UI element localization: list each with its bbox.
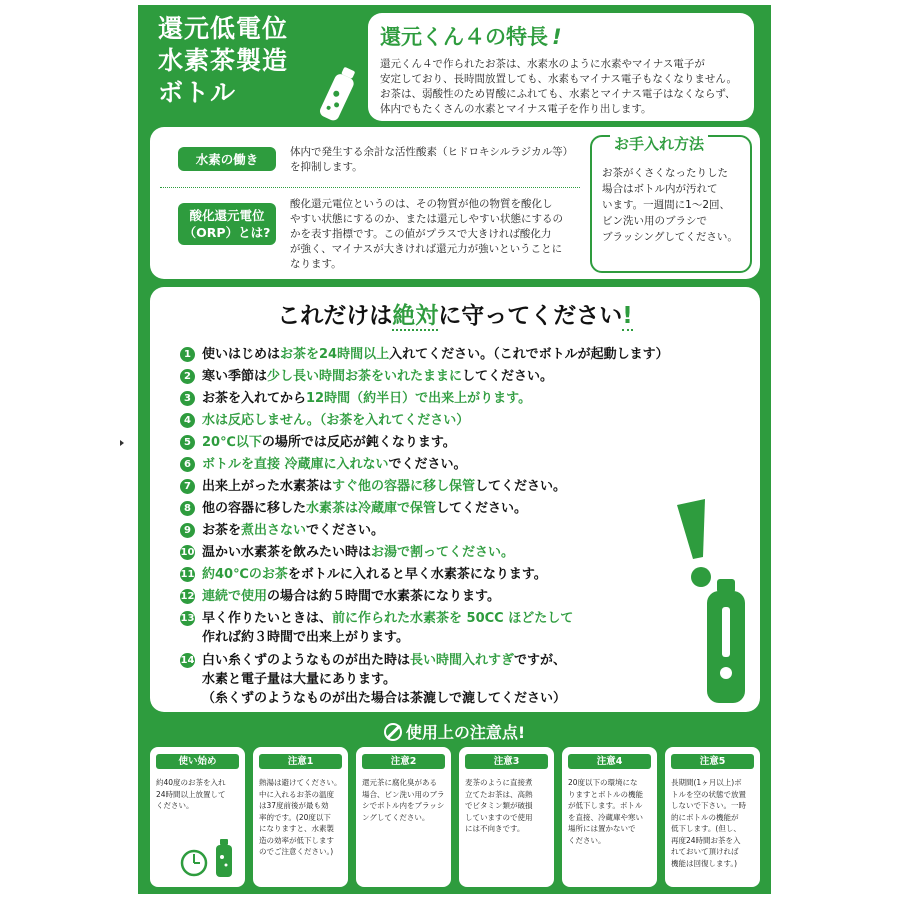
caution-card-line: 場合、ビン洗い用のブラ — [362, 789, 445, 799]
rule-segment: してください。 — [475, 479, 567, 494]
title-line: 還元低電位 — [158, 14, 289, 43]
rule-number-badge: 3 — [180, 391, 195, 406]
rule-line: （糸くずのようなものが出た場合は茶漉しで漉してください） — [202, 691, 567, 706]
rule-segment: 他の容器に移した — [202, 501, 307, 516]
rule-segment: 出来上がった水素茶は — [202, 479, 333, 494]
rule-segment: 入れてください。（これでボトルが起動します） — [389, 347, 669, 362]
exclamation-bottle-icon — [665, 497, 760, 707]
rule-line — [202, 521, 384, 540]
caution-card-4 — [562, 747, 657, 887]
orp-label-line: （ORP）とは? — [183, 225, 271, 240]
caution-card-3 — [459, 747, 554, 887]
caution-card-title: 注意2 — [362, 754, 445, 769]
rule-text — [202, 345, 669, 364]
divider — [160, 187, 580, 188]
rule-line — [202, 587, 500, 606]
title-line: 水素茶製造 — [158, 46, 289, 75]
features-title — [380, 21, 562, 51]
rules-title-exclaim: ! — [622, 303, 633, 329]
rule-number-badge: 7 — [180, 479, 195, 494]
caution-card-line: 長期間(1ヶ月以上)ボ — [671, 778, 742, 787]
rule-number-badge: 4 — [180, 413, 195, 428]
caution-card-line: 立てたお茶は、高熱 — [465, 789, 533, 799]
rule-text — [202, 565, 547, 584]
title-line: ボトル — [158, 78, 237, 107]
rule-number-badge: 13 — [180, 613, 195, 624]
orp-line: 酸化還元電位というのは、その物質が他の物質を酸化し — [290, 198, 553, 210]
rule-number-badge: 10 — [180, 547, 195, 558]
caution-card-line: れておいて頂ければ — [671, 847, 739, 856]
caution-card-line: のでご注意ください。) — [259, 847, 334, 856]
caution-card-line: 中に入れるお茶の温度 — [259, 789, 334, 799]
hydrogen-line: 体内で発生する余計な活性酸素（ヒドロキシルラジカル等） — [290, 146, 574, 158]
caution-card-title: 注意1 — [259, 754, 342, 769]
caution-card-line: 低下します。(但し、 — [671, 824, 741, 833]
rule-emphasis: 水素茶は冷蔵庫で保管 — [306, 501, 437, 516]
rule-text — [202, 411, 469, 430]
caution-card-line: 再度24時間お茶を入 — [671, 835, 741, 845]
rule-text — [202, 651, 566, 708]
rule-line — [202, 477, 566, 496]
leaflet-sheet — [138, 5, 771, 894]
caution-card-line: していますので使用 — [465, 812, 533, 822]
rule-segment: をボトルに入れると早く水素茶になります。 — [287, 567, 547, 582]
rule-line — [202, 345, 669, 364]
caution-card-line: になりますと、水素製 — [259, 824, 334, 833]
orp-line: かを表す指標です。この値がプラスで大きければ酸化力 — [290, 228, 552, 240]
rule-emphasis: 少し長い時間お茶をいれたままに — [267, 369, 463, 384]
rule-number-badge: 8 — [180, 501, 195, 516]
caution-card-text — [465, 777, 551, 835]
caution-card-title: 使い始め — [156, 754, 239, 769]
rule-line: 水素と電子量は大量にあります。 — [202, 672, 396, 687]
caution-card-line: でビタミン類が破損 — [465, 801, 533, 810]
caution-card-line: ください。 — [156, 801, 194, 810]
rule-line — [202, 367, 553, 386]
rule-line: 作れば約３時間で出来上がります。 — [202, 630, 409, 645]
features-line: お茶は、弱酸性のため胃酸にふれても、水素とマイナス電子はなくならず、 — [380, 88, 736, 100]
rule-emphasis: 煮出さない — [241, 523, 307, 538]
caution-card-title: 注意4 — [568, 754, 651, 769]
caution-card-line: トルを空の状態で放置 — [671, 789, 746, 799]
hydrogen-label: 水素の働き — [178, 147, 276, 171]
caution-heading-text: 使用上の注意点! — [405, 723, 526, 742]
rule-text — [202, 433, 456, 452]
orp-label — [178, 203, 276, 245]
care-panel — [590, 135, 752, 273]
rule-text — [202, 521, 384, 540]
caution-heading — [138, 720, 771, 743]
caution-card-line: が低下します。ボトル — [568, 801, 643, 810]
rule-emphasis: ボトルを直接 冷蔵庫に入れない — [202, 457, 389, 472]
prohibited-icon — [384, 723, 402, 741]
caution-card-line: シでボトル内をブラッシ — [362, 801, 445, 810]
rule-number-badge: 2 — [180, 369, 195, 384]
rule-line — [202, 411, 469, 430]
caution-card-line: 24時間以上放置して — [156, 789, 226, 799]
caution-card-text — [568, 777, 654, 846]
orp-line: やすい状態にするのか、または還元しやすい状態にするの — [290, 213, 563, 225]
rule-text — [202, 367, 553, 386]
features-exclaim: ! — [552, 25, 562, 49]
care-title: お手入れ方法 — [610, 133, 708, 154]
caution-card-title: 注意5 — [671, 754, 754, 769]
caution-card-start — [150, 747, 245, 887]
rule-line — [202, 389, 531, 408]
rule-number-badge: 14 — [180, 655, 195, 666]
rule-line — [202, 543, 514, 562]
caution-card-text — [156, 777, 242, 812]
rule-number-badge: 5 — [180, 435, 195, 450]
rules-panel — [150, 287, 760, 712]
orp-label-line: 酸化還元電位 — [189, 208, 265, 223]
info-panel — [150, 127, 760, 279]
rule-emphasis: 前に作られた水素茶を 50CC ほどたして — [332, 611, 574, 626]
orp-line: なります。 — [290, 258, 342, 270]
caution-card-line: りますとボトルの機能 — [568, 789, 643, 799]
rule-text — [202, 455, 467, 474]
rule-emphasis: 約40℃のお茶 — [202, 567, 288, 582]
rule-segment: 早く作りたいときは、 — [202, 611, 333, 626]
caution-card-line: ください。 — [568, 835, 606, 845]
caution-card-2 — [356, 747, 451, 887]
caution-card-text — [362, 777, 448, 823]
care-line: ブラッシングしてください。 — [602, 231, 738, 243]
rule-text — [202, 609, 573, 647]
rule-emphasis: お茶を24時間以上 — [280, 347, 390, 362]
rule-emphasis: 長い時間入れすぎ — [410, 653, 515, 668]
caution-card-line: 約40度のお茶を入れ — [156, 778, 226, 787]
rule-text — [202, 477, 566, 496]
rule-emphasis: 連続で使用 — [202, 589, 268, 604]
features-line: 体内でもたくさんの水素とマイナス電子を作り出します。 — [380, 103, 652, 115]
rules-title-emphasis: 絶対 — [392, 303, 439, 329]
features-line: 還元くん４で作られたお茶は、水素水のように水素やマイナス電子が — [380, 58, 705, 70]
caution-card-line: 造の効率が低下します — [259, 835, 334, 845]
rule-text — [202, 543, 514, 562]
rule-segment: 寒い季節は — [202, 369, 268, 384]
rule-text — [202, 587, 500, 606]
rule-number-badge: 1 — [180, 347, 195, 362]
bottle-illustration-icon — [316, 65, 362, 125]
features-title-text: 還元くん４の特長 — [380, 25, 548, 49]
rule-emphasis: すぐ他の容器に移し保管 — [332, 479, 476, 494]
rules-title-post: に守ってください — [438, 303, 623, 329]
caution-card-line: しないで下さい。一時 — [671, 801, 746, 810]
care-line: います。一週間に1〜2回、 — [602, 199, 731, 211]
rule-emphasis: お湯で割ってください。 — [371, 545, 515, 560]
caution-card-line: には不向きです。 — [465, 824, 525, 833]
caution-card-line: 麦茶のように直接煮 — [465, 778, 533, 787]
rule-emphasis: 20℃以下 — [202, 435, 262, 450]
rule-segment: お茶を入れてから — [202, 391, 307, 406]
rule-segment: でください。 — [306, 523, 385, 538]
rule-number-badge: 11 — [180, 569, 195, 580]
features-line: 安定しており、長時間放置しても、水素もマイナス電子もなくなりません。 — [380, 73, 737, 85]
rule-segment: 温かい水素茶を飲みたい時は — [202, 545, 372, 560]
rule-line — [202, 499, 527, 518]
rule-segment: ですが、 — [514, 653, 567, 668]
caution-card-line: 熱湯は避けてください。 — [259, 778, 342, 787]
caution-card-title: 注意3 — [465, 754, 548, 769]
features-panel — [368, 13, 754, 121]
rule-segment: してください。 — [462, 369, 554, 384]
caution-card-line: 場所には置かないで — [568, 824, 636, 833]
orp-text — [290, 197, 563, 272]
orp-line: が強く、マイナスが大きければ還元力が強いということに — [290, 243, 563, 255]
rule-segment: 使いはじめは — [202, 347, 281, 362]
rules-title-pre: これだけは — [277, 303, 393, 329]
rule-text — [202, 389, 531, 408]
hydrogen-line: を抑制します。 — [290, 161, 363, 173]
clock-and-bottle-icon — [180, 837, 236, 879]
hydrogen-text — [290, 145, 573, 175]
caution-card-line: 20度以下の環境にな — [568, 778, 638, 787]
care-line: 場合はボトル内が汚れて — [602, 183, 718, 195]
rule-segment: お茶を — [202, 523, 242, 538]
rule-emphasis: 12時間（約半日）で出来上がります。 — [306, 391, 532, 406]
caution-card-line: 的にボトルの機能が — [671, 812, 739, 822]
caution-card-line: を直接、冷蔵庫や寒い — [568, 812, 643, 822]
rule-line — [202, 433, 456, 452]
caution-card-1 — [253, 747, 348, 887]
rule-segment: 白い糸くずのようなものが出た時は — [202, 653, 411, 668]
rule-line — [202, 565, 547, 584]
rule-number-badge: 12 — [180, 591, 195, 602]
caution-card-line: は37度前後が最も効 — [259, 801, 329, 810]
rule-text — [202, 499, 527, 518]
caution-card-line: 機能は回復します。) — [671, 858, 738, 868]
rule-segment: の場所では反応が鈍くなります。 — [261, 435, 456, 450]
caution-card-line: ングしてください。 — [362, 812, 430, 822]
caution-card-text — [259, 777, 345, 858]
caution-card-text — [671, 777, 757, 869]
rules-title — [150, 297, 760, 330]
features-text — [380, 57, 752, 117]
caution-card-line: 率的です。(20度以下 — [259, 812, 331, 822]
caution-card-5 — [665, 747, 760, 887]
rule-line — [202, 651, 566, 670]
rule-segment: の場合は約５時間で水素茶になります。 — [267, 589, 500, 604]
rule-emphasis: 水は反応しません。（お茶を入れてください） — [202, 413, 470, 428]
rule-line — [202, 609, 573, 628]
page-margin-mark — [120, 440, 124, 446]
care-line: ビン洗い用のブラシで — [602, 215, 707, 227]
rule-segment: してください。 — [436, 501, 528, 516]
rule-number-badge: 6 — [180, 457, 195, 472]
care-line: お茶がくさくなったりした — [602, 167, 728, 179]
rule-segment: でください。 — [388, 457, 467, 472]
care-text — [602, 165, 738, 245]
rule-line — [202, 455, 467, 474]
rule-number-badge: 9 — [180, 523, 195, 538]
caution-card-line: 還元茶に腐化臭がある — [362, 778, 437, 787]
